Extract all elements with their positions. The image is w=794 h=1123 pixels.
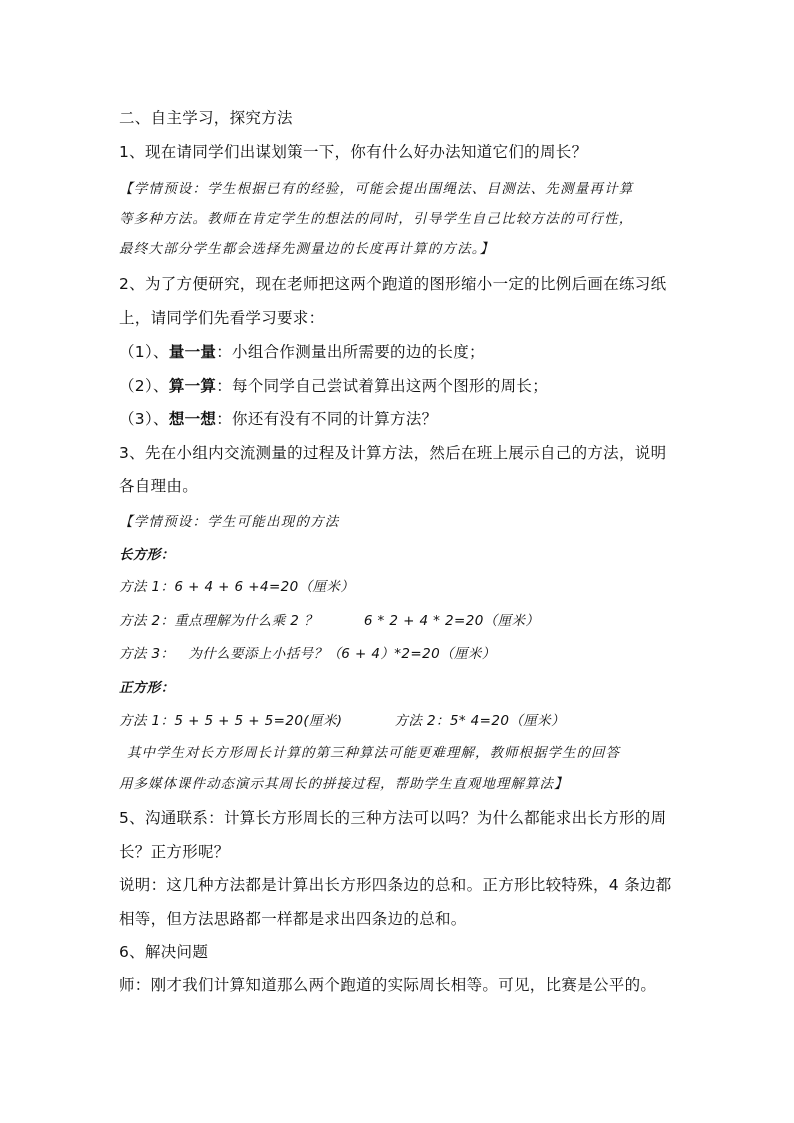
step-3 <box>119 407 437 429</box>
step-key: 算一算 <box>168 377 217 395</box>
method-label: 方法 2： <box>394 713 450 729</box>
rect-method-1 <box>119 575 354 595</box>
square-methods <box>119 709 565 729</box>
rectangle-label: 长方形： <box>119 547 175 563</box>
step-text: ：每个同学自己尝试着算出这两个图形的周长； <box>216 377 549 395</box>
note-1-line-1: 【学情预设：学生根据已有的经验，可能会提出围绳法、目测法、先测量再计算 <box>119 181 634 197</box>
question-1: 1、现在请同学们出谋划策一下，你有什么好办法知道它们的周长？ <box>119 143 588 161</box>
method-label: 方法 3： <box>119 646 175 662</box>
step-number: （2）、 <box>119 377 169 395</box>
rect-method-3 <box>119 642 496 662</box>
question-3-line-1: 3、先在小组内交流测量的过程及计算方法，然后在班上展示自己的方法，说明 <box>119 444 667 462</box>
method-text: 5* 4=20（厘米） <box>449 713 565 729</box>
method-label: 方法 1： <box>119 713 175 729</box>
question-5-line-1: 5、沟通联系：计算长方形周长的三种方法可以吗？为什么都能求出长方形的周 <box>119 809 667 827</box>
step-key: 量一量 <box>168 343 217 361</box>
step-text: ：小组合作测量出所需要的边的长度； <box>216 343 485 361</box>
note-1-line-3: 最终大部分学生都会选择先测量边的长度再计算的方法。】 <box>119 241 495 257</box>
step-text: ：你还有没有不同的计算方法？ <box>216 410 438 428</box>
section-heading: 二、自主学习，探究方法 <box>119 109 293 127</box>
question-3-line-2: 各自理由。 <box>119 477 199 495</box>
explanation-line-1: 说明：这几种方法都是计算出长方形四条边的总和。正方形比较特殊，4 条边都 <box>119 876 672 894</box>
method-label: 方法 1： <box>119 579 175 595</box>
step-key: 想一想 <box>168 410 217 428</box>
step-number: （1）、 <box>119 343 169 361</box>
rect-method-2 <box>119 609 539 629</box>
method-text: 6 + 4 + 6 +4=20（厘米） <box>174 579 355 595</box>
question-2-line-2: 上，请同学们先看学习要求： <box>119 309 325 327</box>
note-3-line-1: 其中学生对长方形周长计算的第三种算法可能更难理解，教师根据学生的回答 <box>127 745 620 761</box>
method-text: 为什么要添上小括号？（6 + 4）*2=20（厘米） <box>188 646 496 662</box>
question-6: 6、解决问题 <box>119 943 209 961</box>
step-number: （3）、 <box>119 410 169 428</box>
step-1 <box>119 340 485 362</box>
method-text: 重点理解为什么乘 2 ？ <box>174 613 318 629</box>
step-2 <box>119 374 548 396</box>
question-5-line-2: 长？正方形呢？ <box>119 843 230 861</box>
method-label: 方法 2： <box>119 613 175 629</box>
explanation-line-2: 相等，但方法思路都一样都是求出四条边的总和。 <box>119 910 467 928</box>
note-3-line-2: 用多媒体课件动态演示其周长的拼接过程，帮助学生直观地理解算法】 <box>119 776 569 792</box>
note-1-line-2: 等多种方法。教师在肯定学生的想法的同时，引导学生自己比较方法的可行性， <box>119 211 634 227</box>
method-text: 5 + 5 + 5 + 5=20(厘米) <box>174 713 343 729</box>
question-2-line-1: 2、为了方便研究，现在老师把这两个跑道的图形缩小一定的比例后画在练习纸 <box>119 275 667 293</box>
note-2-intro: 【学情预设：学生可能出现的方法 <box>119 514 340 530</box>
teacher-remark: 师：刚才我们计算知道那么两个跑道的实际周长相等。可见，比赛是公平的。 <box>119 976 657 994</box>
square-label: 正方形： <box>119 680 175 696</box>
method-formula: 6 * 2 + 4 * 2=20（厘米） <box>363 613 540 629</box>
